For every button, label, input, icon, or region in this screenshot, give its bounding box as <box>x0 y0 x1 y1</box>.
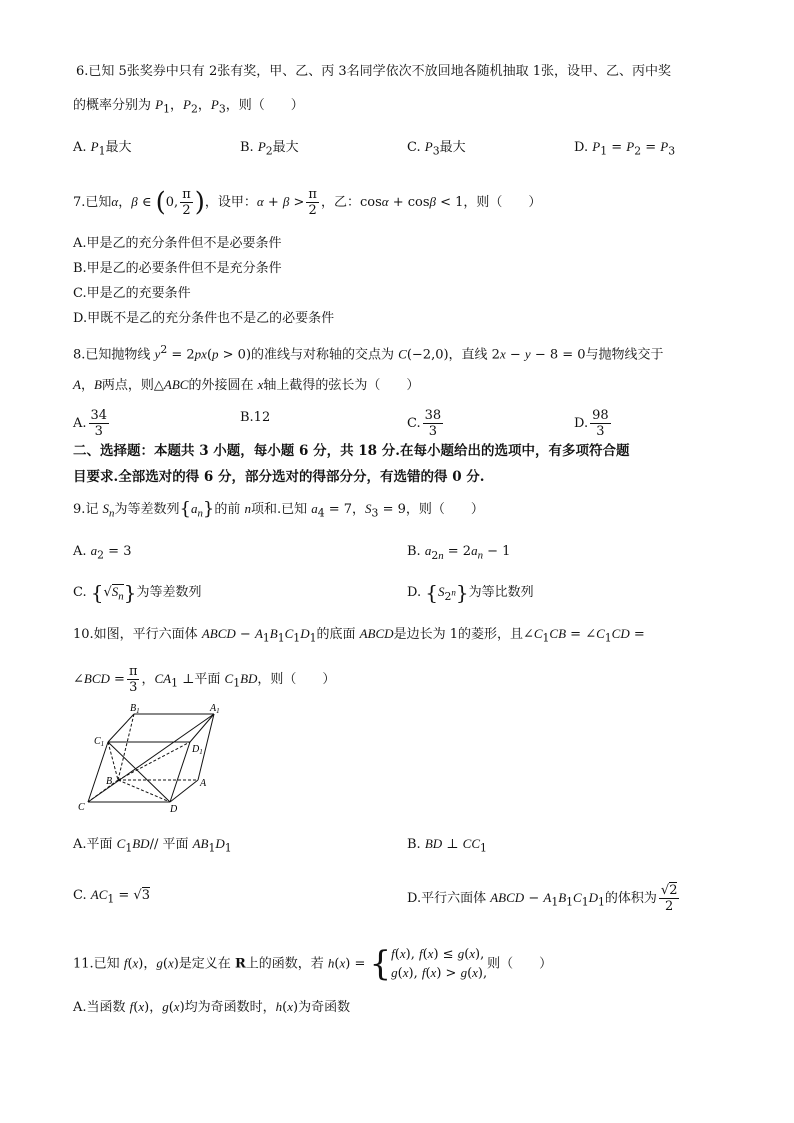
q7-option-a: A.甲是乙的充分条件但不是必要条件 <box>73 236 282 251</box>
label-a1: $A_1$ <box>210 703 220 715</box>
q6-option-c: C. $P_3$最大 <box>407 139 466 158</box>
label-c: C <box>78 802 85 813</box>
label-d1: $D_1$ <box>192 744 203 756</box>
q8-option-c: C. $\frac{38}{3}$ <box>407 408 442 439</box>
q8-stem-line1: 8.已知抛物线 $y^2 = 2px(p > 0)$的准线与对称轴的交点为 C(−2,0)，直线 2x − y − 8 = 0与抛物线交于 <box>73 343 664 363</box>
q10-option-a: A.平面 $C_1BD//$ 平面 $AB_1D_1$ <box>73 836 232 855</box>
q9-option-a: A. $a_2 = 3$ <box>73 543 132 562</box>
label-b: B <box>106 776 113 787</box>
q6-stem-line1: 6.已知 5张奖券中只有 2张有奖，甲、乙、丙 3名同学依次不放回地各随机抽取 1张，设甲、乙、丙中奖 <box>76 64 672 79</box>
q7-stem: 7.已知α，β ∈ (0, $\frac{\pi}{2}$ )，设甲：α + β > $\frac{\pi}{2}$ ，乙：cosα + cosβ < 1，则（ ） <box>73 187 542 218</box>
q10-stem-line2: ∠BCD = $\frac{\pi}{3}$ ，$CA_1$ ⊥平面 $C_1BD$，则（ ） <box>73 664 336 695</box>
section2-heading-line1: 二、选择题：本题共 3 小题，每小题 6 分，共 18 分.在每小题给出的选项中，有多项符合题 <box>73 443 630 459</box>
q10-stem-line1: 10.如图，平行六面体 ABCD − $A_1B_1C_1D_1$的底面 ABCD是边长为 1的菱形，且$\angle C_1CB$ = $\angle C_1CD$ = <box>73 626 645 645</box>
q10-option-b: B. BD ⊥ $CC_1$ <box>407 836 487 855</box>
q6-option-d: D. $P_1 = P_2 = P_3$ <box>574 139 676 158</box>
q6-stem-line2: 的概率分别为 $P_1$，$P_2$，$P_3$，则（ ） <box>73 97 304 116</box>
q8-stem-line2: A，B两点，则△ABC的外接圆在 x轴上截得的弦长为（ ） <box>73 377 420 393</box>
q8-option-b: B.12 <box>240 410 271 425</box>
q11-option-a: A.当函数 f(x)，g(x)均为奇函数时，h(x)为奇函数 <box>73 999 351 1015</box>
q9-option-c: C. $\{√S_n\}$为等差数列 <box>73 580 202 605</box>
section2-heading-line2: 目要求.全部选对的得 6 分，部分选对的得部分分，有选错的得 0 分. <box>73 469 485 485</box>
q6-option-b: B. $P_2$最大 <box>240 139 299 158</box>
q8-option-a: A. $\frac{34}{3}$ <box>73 408 108 439</box>
q7-option-b: B.甲是乙的必要条件但不是充分条件 <box>73 261 282 276</box>
q11-stem: 11.已知 f(x)，g(x)是定义在 R上的函数，若 h(x) = { f(x), f(x) ≤ g(x), g(x), f(x) > g(x), 则（ ） <box>73 944 553 984</box>
q8-option-d: D. $\frac{98}{3}$ <box>574 408 609 439</box>
q9-stem: 9.记 $S_n$为等差数列$\{a_n\}$的前 n项和.已知 $a_4 = 7$，$S_3 = 9$，则（ ） <box>73 498 484 520</box>
parallelepiped-figure <box>76 702 226 814</box>
q10-option-c: C. $AC_1 = √3$ <box>73 887 150 906</box>
q9-option-d: D. $\{S_{2^n}\}$为等比数列 <box>407 580 534 605</box>
q6-option-a: A. $P_1$最大 <box>73 139 132 158</box>
q10-option-d: D.平行六面体 ABCD − $A_1B_1C_1D_1$的体积为 $\frac{√2}{2}$ <box>407 883 678 914</box>
label-c1: $C_1$ <box>94 736 105 748</box>
label-b1: $B_1$ <box>130 703 140 715</box>
q7-option-d: D.甲既不是乙的充分条件也不是乙的必要条件 <box>73 311 335 326</box>
label-d: D <box>170 804 178 814</box>
q9-option-b: B. $a_{2n} = 2a_n - 1$ <box>407 543 511 562</box>
label-a: A <box>200 778 207 789</box>
q7-option-c: C.甲是乙的充要条件 <box>73 286 191 301</box>
